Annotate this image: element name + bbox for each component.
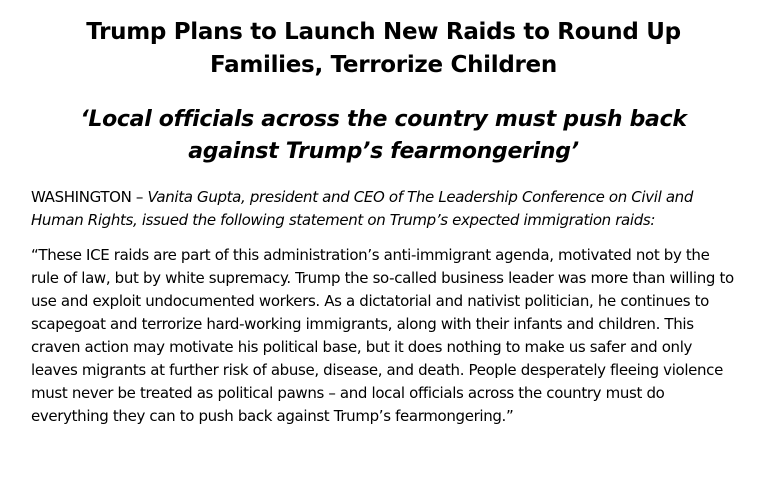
article-intro bbox=[31, 186, 736, 232]
article-subheadline: ‘Local officials across the country must push back against Trump’s fearmongering’ bbox=[80, 107, 687, 164]
dateline: WASHINGTON – bbox=[31, 188, 148, 206]
article-headline: Trump Plans to Launch New Raids to Round Up Families, Terrorize Children bbox=[86, 19, 681, 78]
article-quote: “These ICE raids are part of this administration’s anti-immigrant agenda, motivated not by the rule of law, but by white supremacy. Trump the so-called business leader was more than willing to use and exploit undocumented workers. As a dictatorial and nativist politician, he continues to scapegoat and terrorize hard-working immigrants, along with their infants and children. This craven action may motivate his political base, but it does nothing to make us safer and only leaves migrants at further risk of abuse, disease, and death. People desperately fleeing violence must never be treated as political pawns – and local officials across the country must do everything they can to push back against Trump’s fearmongering.” bbox=[31, 246, 734, 425]
intro-attribution: Vanita Gupta, president and CEO of The Leadership Conference on Civil and Human Rights, issued the following statement on Trump’s expected immigration raids: bbox=[31, 188, 693, 229]
